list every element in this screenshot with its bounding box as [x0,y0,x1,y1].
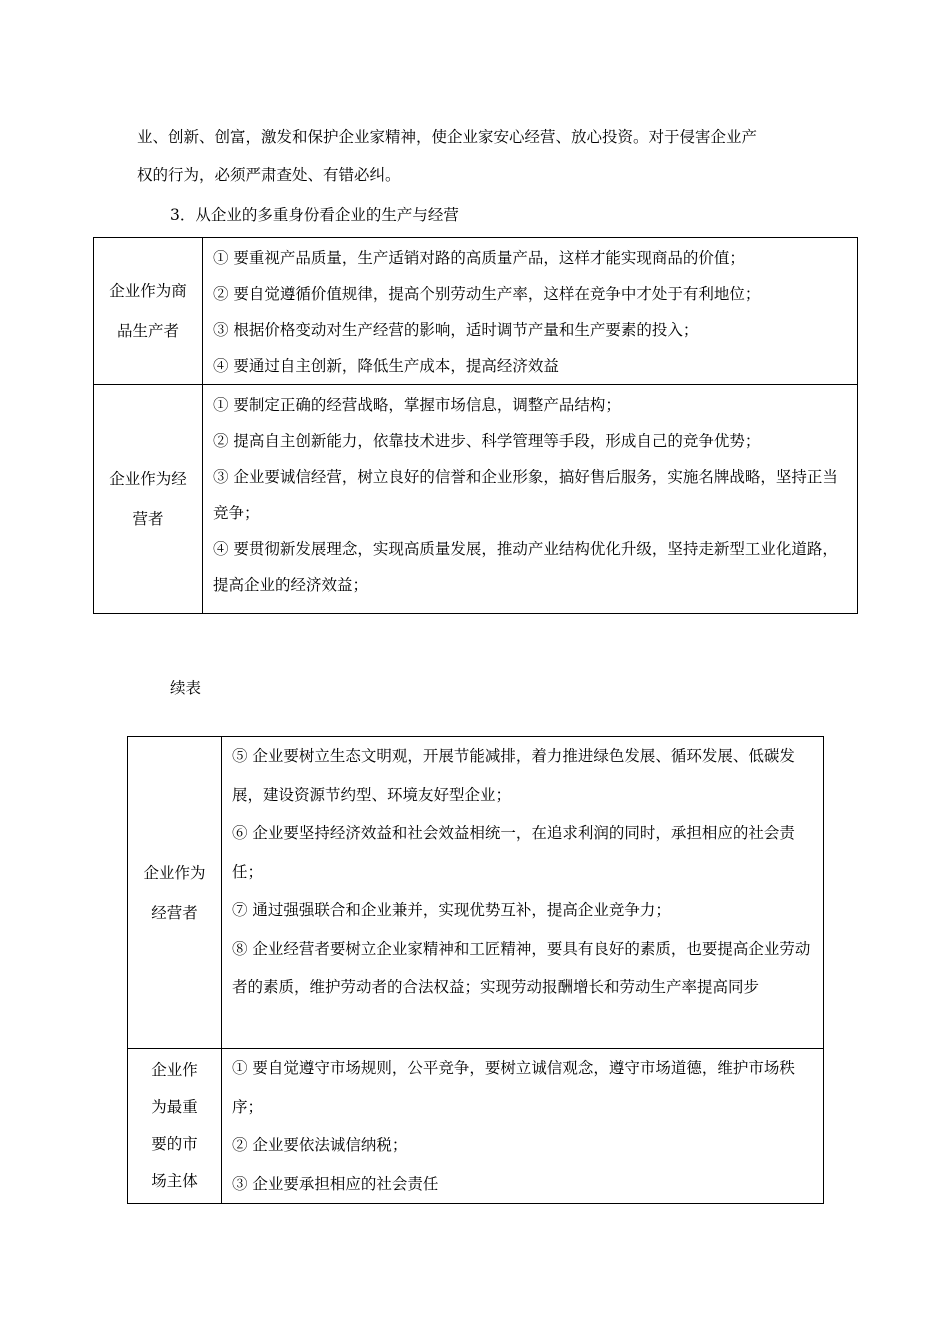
row-label-line: 品生产者 [116,322,179,340]
row-label-line: 企业作为经 [109,470,187,488]
table-row [128,1049,824,1204]
row-content [222,737,824,1049]
list-item: ② 企业要依法诚信纳税； [232,1136,408,1154]
row-label-line: 企业作 [151,1061,198,1079]
list-item: ⑥ 企业要坚持经济效益和社会效益相统一，在追求利润的同时，承担相应的社会责任； [232,824,795,881]
enterprise-identity-table [93,237,858,614]
list-item: ① 要制定正确的经营战略，掌握市场信息，调整产品结构； [213,396,621,414]
intro-paragraph [137,118,827,194]
intro-line: 业、创新、创富，激发和保护企业家精神，使企业家安心经营、放心投资。对于侵害企业产 [137,128,758,146]
list-item: ⑤ 企业要树立生态文明观，开展节能减排，着力推进绿色发展、循环发展、低碳发展，建设资源节约型、环境友好型企业； [232,747,795,804]
list-item: ① 要自觉遵守市场规则，公平竞争，要树立诚信观念，遵守市场道德，维护市场秩序； [232,1059,795,1116]
list-item: ③ 企业要诚信经营，树立良好的信誉和企业形象，搞好售后服务，实施名牌战略，坚持正当竞争； [213,468,838,522]
list-item: ① 要重视产品质量，生产适销对路的高质量产品，这样才能实现商品的价值； [213,249,745,267]
row-label-operator [128,737,222,1049]
row-label-line: 企业作为 [143,863,206,882]
row-label-line: 要的市 [151,1135,198,1153]
table-row [94,238,858,385]
list-item: ④ 要贯彻新发展理念，实现高质量发展，推动产业结构优化升级，坚持走新型工业化道路，提高企业的经济效益； [213,540,838,594]
list-item: ③ 根据价格变动对生产经营的影响，适时调节产量和生产要素的投入； [213,321,699,339]
row-label-line: 为最重 [151,1098,198,1116]
section-heading: 3．从企业的多重身份看企业的生产与经营 [170,206,459,224]
list-item: ④ 要通过自主创新，降低生产成本，提高经济效益 [213,357,559,375]
table-row [94,385,858,614]
list-item: ② 要自觉遵循价值规律，提高个别劳动生产率，这样在竞争中才处于有利地位； [213,285,761,303]
row-label-line: 企业作为商 [109,282,187,300]
table-row [128,737,824,1049]
intro-line: 权的行为，必须严肃查处、有错必纠。 [137,166,401,184]
list-item: ③ 企业要承担相应的社会责任 [232,1174,439,1193]
row-label-market-entity [128,1049,222,1204]
list-item: ② 提高自主创新能力，依靠技术进步、科学管理等手段，形成自己的竞争优势； [213,432,761,450]
row-label-line: 营者 [132,510,164,528]
row-label-line: 经营者 [151,903,198,922]
list-item: ⑧ 企业经营者要树立企业家精神和工匠精神，要具有良好的素质，也要提高企业劳动者的素质，维护劳动者的合法权益；实现劳动报酬增长和劳动生产率提高同步 [232,939,811,996]
row-label-operator [94,385,203,614]
list-item: ⑦ 通过强强联合和企业兼并，实现优势互补，提高企业竞争力； [232,901,671,919]
continued-label: 续表 [170,679,202,697]
row-content [222,1049,824,1204]
row-content [203,385,858,614]
enterprise-identity-table-continued [127,736,824,1204]
row-content [203,238,858,385]
row-label-line: 场主体 [151,1172,198,1190]
row-label-commodity-producer [94,238,203,385]
